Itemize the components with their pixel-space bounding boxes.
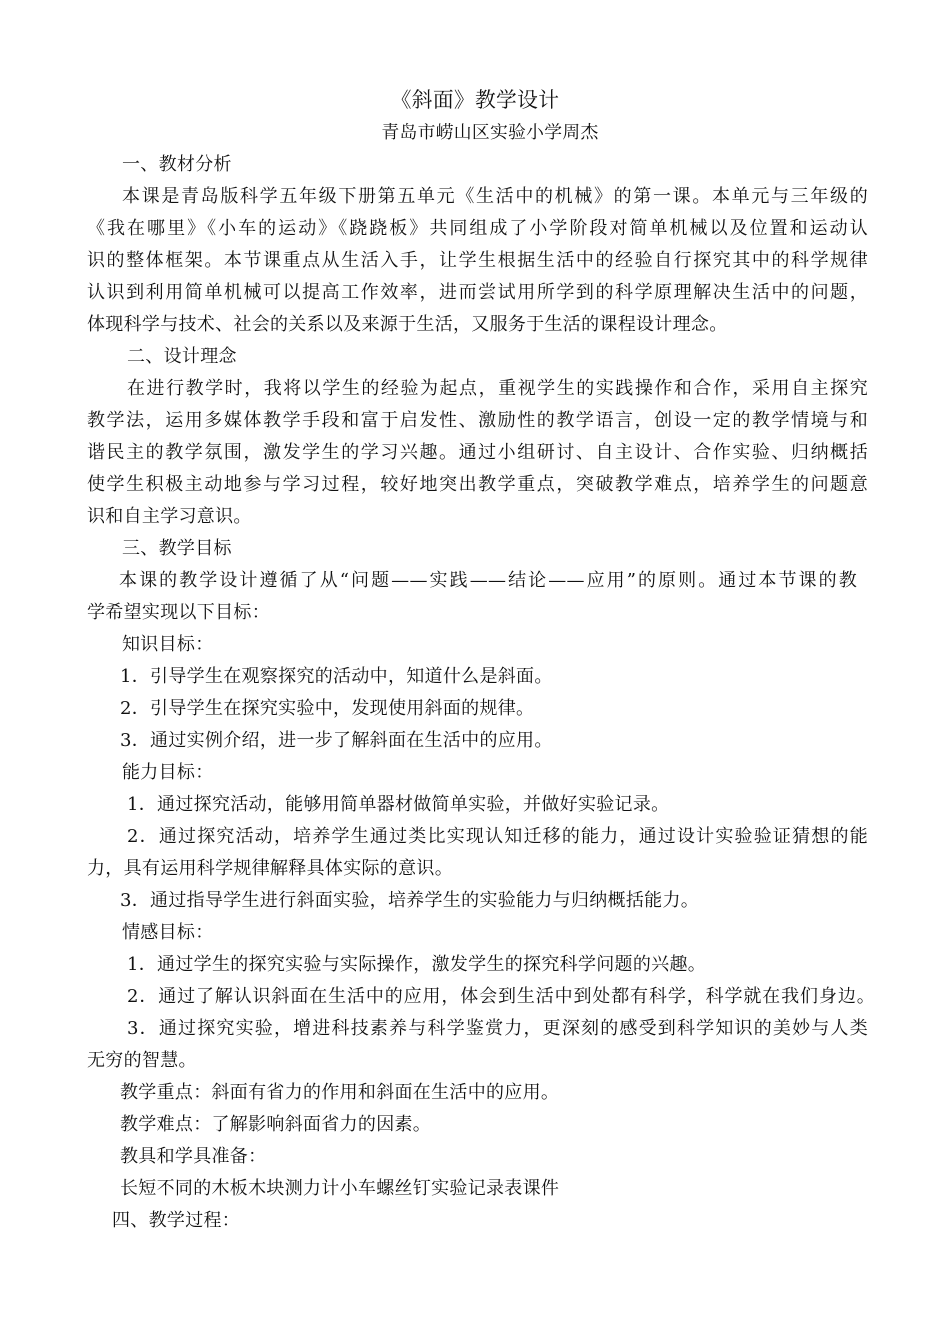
section-heading-2: 二、设计理念 bbox=[127, 346, 237, 367]
subheading-knowledge-goals: 知识目标： bbox=[122, 634, 214, 655]
paragraph-line: 本课是青岛版科学五年级下册第五单元《生活中的机械》的第一课。本单元与三年级的 bbox=[122, 186, 868, 207]
list-item: 2．引导学生在探究实验中，发现使用斜面的规律。 bbox=[120, 698, 535, 719]
section-heading-1: 一、教材分析 bbox=[122, 154, 232, 175]
paragraph-line: 谐民主的教学氛围，激发学生的学习兴趣。通过小组研讨、自主设计、合作实验、归纳概括 bbox=[87, 442, 868, 463]
difficulty-point: 教学难点：了解影响斜面省力的因素。 bbox=[120, 1114, 432, 1135]
list-item: 3．通过探究实验，增进科技素养与科学鉴赏力，更深刻的感受到科学知识的美妙与人类 bbox=[127, 1018, 868, 1039]
paragraph-line: 在进行教学时，我将以学生的经验为起点，重视学生的实践操作和合作，采用自主探究 bbox=[127, 378, 868, 399]
list-item: 2．通过探究活动，培养学生通过类比实现认知迁移的能力，通过设计实验验证猜想的能 bbox=[127, 826, 868, 847]
paragraph-line: 识和自主学习意识。 bbox=[87, 506, 252, 527]
list-item-continuation: 无穷的智慧。 bbox=[87, 1050, 197, 1071]
paragraph-line: 认识到利用简单机械可以提高工作效率，进而尝试用所学到的科学原理解决生活中的问题， bbox=[87, 282, 868, 303]
list-item: 3．通过实例介绍，进一步了解斜面在生活中的应用。 bbox=[120, 730, 553, 751]
paragraph-line: 《我在哪里》《小车的运动》《跷跷板》共同组成了小学阶段对简单机械以及位置和运动认 bbox=[87, 218, 868, 239]
paragraph-line: 使学生积极主动地参与学习过程，较好地突出教学重点，突破教学难点，培养学生的问题意 bbox=[87, 474, 868, 495]
list-item: 1．引导学生在观察探究的活动中，知道什么是斜面。 bbox=[120, 666, 553, 687]
tools-list: 长短不同的木板木块测力计小车螺丝钉实验记录表课件 bbox=[120, 1178, 560, 1199]
key-point: 教学重点：斜面有省力的作用和斜面在生活中的应用。 bbox=[120, 1082, 560, 1103]
paragraph-line: 教学法，运用多媒体教学手段和富于启发性、激励性的教学语言，创设一定的教学情境与和 bbox=[87, 410, 868, 431]
list-item: 1．通过探究活动，能够用简单器材做简单实验，并做好实验记录。 bbox=[127, 794, 670, 815]
paragraph-line: 体现科学与技术、社会的关系以及来源于生活，又服务于生活的课程设计理念。 bbox=[87, 314, 728, 335]
list-item: 2．通过了解认识斜面在生活中的应用，体会到生活中到处都有科学，科学就在我们身边。 bbox=[127, 986, 875, 1007]
paragraph-line: 学希望实现以下目标： bbox=[87, 602, 270, 623]
section-heading-3: 三、教学目标 bbox=[122, 538, 232, 559]
document-title: 《斜面》教学设计 bbox=[390, 88, 560, 112]
author-line: 青岛市崂山区实验小学周杰 bbox=[381, 122, 599, 143]
paragraph-line: 本课的教学设计遵循了从“问题——实践——结论——应用”的原则。通过本节课的教 bbox=[119, 570, 857, 591]
paragraph-line: 识的整体框架。本节课重点从生活入手，让学生根据生活中的经验自行探究其中的科学规律 bbox=[87, 250, 868, 271]
list-item: 1．通过学生的探究实验与实际操作，激发学生的探究科学问题的兴趣。 bbox=[127, 954, 707, 975]
list-item-continuation: 力，具有运用科学规律解释具体实际的意识。 bbox=[87, 858, 453, 879]
subheading-emotion-goals: 情感目标： bbox=[122, 922, 214, 943]
tools-heading: 教具和学具准备： bbox=[120, 1146, 267, 1167]
subheading-ability-goals: 能力目标： bbox=[122, 762, 214, 783]
list-item: 3．通过指导学生进行斜面实验，培养学生的实验能力与归纳概括能力。 bbox=[120, 890, 700, 911]
section-heading-4: 四、教学过程： bbox=[112, 1210, 241, 1231]
